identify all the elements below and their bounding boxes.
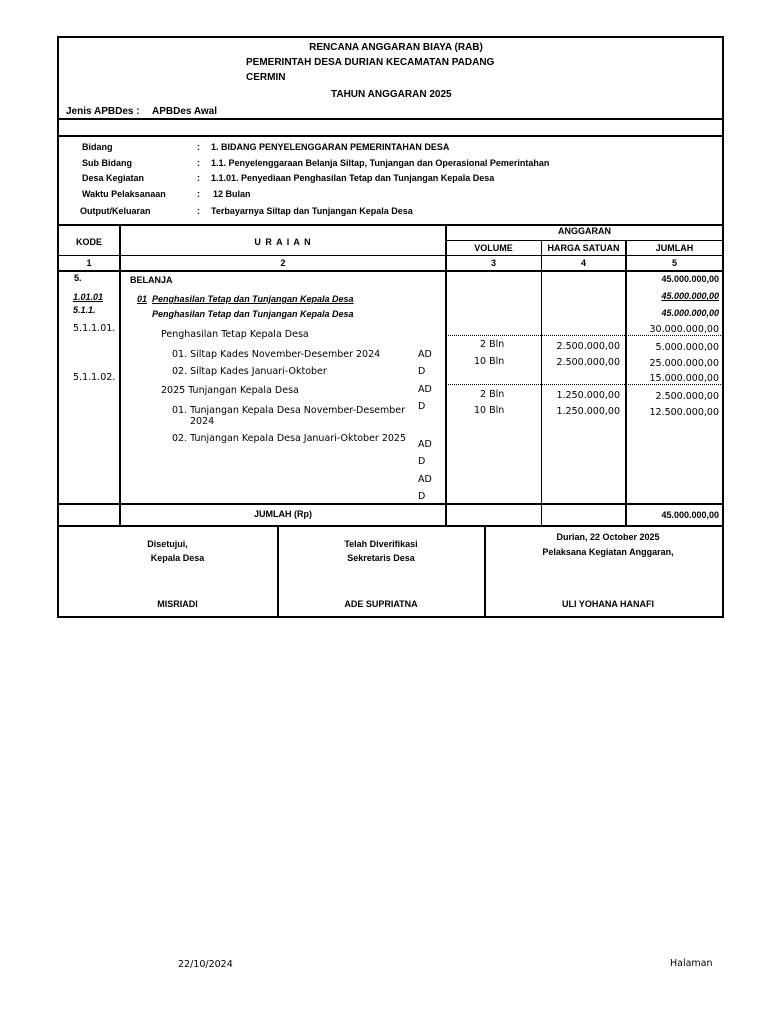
sign-1-role: Kepala Desa bbox=[150, 553, 205, 563]
uraian-cell: 2024 bbox=[190, 416, 215, 427]
sign-3-name: ULI YOHANA HANAFI bbox=[562, 599, 654, 609]
info-label: Waktu Pelaksanaan bbox=[82, 189, 166, 199]
sign-3-role: Pelaksana Kegiatan Anggaran, bbox=[542, 547, 674, 557]
uraian-cell: Penghasilan Tetap dan Tunjangan Kepala Desa bbox=[152, 294, 354, 304]
header-kode: KODE bbox=[75, 237, 102, 247]
info-value: Terbayarnya Siltap dan Tunjangan Kepala Desa bbox=[211, 206, 413, 216]
ad-marker: AD bbox=[418, 474, 432, 485]
volume-cell: 10 Bln bbox=[474, 356, 505, 367]
uraian-cell: Penghasilan Tetap Kepala Desa bbox=[161, 329, 309, 340]
jumlah-cell: 45.000.000,00 bbox=[661, 274, 719, 284]
info-colon: : bbox=[197, 206, 200, 216]
kode-cell: 5.1.1.02. bbox=[73, 372, 116, 383]
kode-cell: 5. bbox=[74, 273, 82, 283]
uraian-cell: 2025 Tunjangan Kepala Desa bbox=[161, 385, 299, 396]
frame-bottom bbox=[57, 616, 724, 618]
divider bbox=[57, 118, 724, 120]
info-label: Bidang bbox=[82, 142, 113, 152]
info-label: Desa Kegiatan bbox=[82, 173, 145, 183]
col-divider bbox=[541, 240, 542, 526]
doc-year: TAHUN ANGGARAN 2025 bbox=[331, 89, 452, 100]
info-value: 12 Bulan bbox=[213, 189, 251, 199]
info-colon: : bbox=[197, 142, 200, 152]
frame-top bbox=[57, 36, 724, 38]
doc-subtitle: PEMERINTAH DESA DURIAN KECAMATAN PADANG bbox=[246, 57, 495, 68]
uraian-cell: 01. Tunjangan Kepala Desa November-Desember bbox=[172, 405, 406, 416]
ad-marker: AD bbox=[418, 384, 432, 395]
dotted-divider bbox=[446, 384, 723, 385]
uraian-cell: 01. Siltap Kades November-Desember 2024 bbox=[172, 349, 381, 360]
footer-date: 22/10/2024 bbox=[178, 959, 233, 970]
divider bbox=[57, 503, 724, 505]
divider bbox=[57, 525, 724, 527]
header-uraian: U R A I A N bbox=[254, 237, 312, 247]
uraian-number: 01 bbox=[137, 294, 148, 304]
jumlah-cell: 45.000.000,00 bbox=[661, 308, 719, 318]
ad-marker: AD bbox=[418, 349, 432, 360]
info-value: 1. BIDANG PENYELENGGARAN PEMERINTAHAN DESA bbox=[211, 142, 450, 152]
sign-1-top: Disetujui, bbox=[147, 539, 188, 549]
doc-title: RENCANA ANGGARAN BIAYA (RAB) bbox=[309, 42, 483, 53]
harga-cell: 1.250.000,00 bbox=[556, 406, 620, 417]
info-colon: : bbox=[197, 189, 200, 199]
info-label: Output/Keluaran bbox=[80, 206, 151, 216]
kode-cell: 5.1.1.01. bbox=[73, 323, 116, 334]
sign-2-top: Telah Diverifikasi bbox=[344, 539, 418, 549]
d-marker: D bbox=[418, 491, 426, 502]
col-number: 3 bbox=[490, 258, 496, 268]
col-number: 1 bbox=[86, 258, 92, 268]
total-label: JUMLAH (Rp) bbox=[254, 509, 312, 519]
footer-page: Halaman bbox=[670, 958, 713, 969]
d-marker: D bbox=[418, 456, 426, 467]
harga-cell: 2.500.000,00 bbox=[556, 341, 620, 352]
volume-cell: 2 Bln bbox=[480, 389, 505, 400]
header-jumlah: JUMLAH bbox=[655, 243, 694, 253]
info-label: Sub Bidang bbox=[82, 158, 132, 168]
doc-subtitle-2: CERMIN bbox=[246, 72, 286, 83]
uraian-cell: BELANJA bbox=[130, 275, 173, 285]
jumlah-cell: 45.000.000,00 bbox=[661, 291, 719, 301]
frame-left bbox=[57, 36, 59, 617]
header-volume: VOLUME bbox=[474, 243, 513, 253]
jumlah-cell: 30.000.000,00 bbox=[649, 324, 719, 335]
col-divider bbox=[119, 224, 121, 526]
frame-right bbox=[722, 36, 724, 617]
jenis-label: Jenis APBDes : bbox=[66, 106, 140, 117]
d-marker: D bbox=[418, 366, 426, 377]
col-number: 4 bbox=[580, 258, 586, 268]
sign-2-name: ADE SUPRIATNA bbox=[344, 599, 418, 609]
volume-cell: 2 Bln bbox=[480, 339, 505, 350]
divider bbox=[57, 270, 724, 272]
info-value: 1.1.01. Penyediaan Penghasilan Tetap dan Tunjangan Kepala Desa bbox=[211, 173, 495, 183]
uraian-cell: Penghasilan Tetap dan Tunjangan Kepala Desa bbox=[152, 309, 354, 319]
divider bbox=[58, 255, 723, 256]
total-value: 45.000.000,00 bbox=[661, 510, 719, 520]
d-marker: D bbox=[418, 401, 426, 412]
header-harga: HARGA SATUAN bbox=[547, 243, 620, 253]
info-colon: : bbox=[197, 158, 200, 168]
sign-2-role: Sekretaris Desa bbox=[347, 553, 415, 563]
divider bbox=[57, 135, 724, 137]
kode-cell: 5.1.1. bbox=[73, 305, 96, 315]
uraian-cell: 02. Siltap Kades Januari-Oktober bbox=[172, 366, 327, 377]
kode-cell: 1.01.01 bbox=[73, 292, 104, 302]
ad-marker: AD bbox=[418, 439, 432, 450]
jenis-value: APBDes Awal bbox=[152, 106, 218, 117]
info-colon: : bbox=[197, 173, 200, 183]
volume-cell: 10 Bln bbox=[474, 405, 505, 416]
divider bbox=[446, 240, 723, 241]
harga-cell: 1.250.000,00 bbox=[556, 390, 620, 401]
jumlah-cell: 15.000.000,00 bbox=[649, 373, 719, 384]
harga-cell: 2.500.000,00 bbox=[556, 357, 620, 368]
jumlah-cell: 2.500.000,00 bbox=[655, 391, 719, 402]
jumlah-cell: 25.000.000,00 bbox=[649, 358, 719, 369]
col-divider bbox=[445, 224, 447, 526]
jumlah-cell: 12.500.000,00 bbox=[649, 407, 719, 418]
uraian-cell: 02. Tunjangan Kepala Desa Januari-Oktober 2025 bbox=[172, 433, 407, 444]
info-value: 1.1. Penyelenggaraan Belanja Siltap, Tunjangan dan Operasional Pemerintahan bbox=[211, 158, 550, 168]
col-number: 5 bbox=[671, 258, 677, 268]
col-number: 2 bbox=[280, 258, 286, 268]
sign-1-name: MISRIADI bbox=[157, 599, 198, 609]
sign-3-place-date: Durian, 22 October 2025 bbox=[556, 532, 660, 542]
dotted-divider bbox=[446, 335, 723, 336]
header-anggaran: ANGGARAN bbox=[558, 226, 611, 236]
jumlah-cell: 5.000.000,00 bbox=[655, 342, 719, 353]
